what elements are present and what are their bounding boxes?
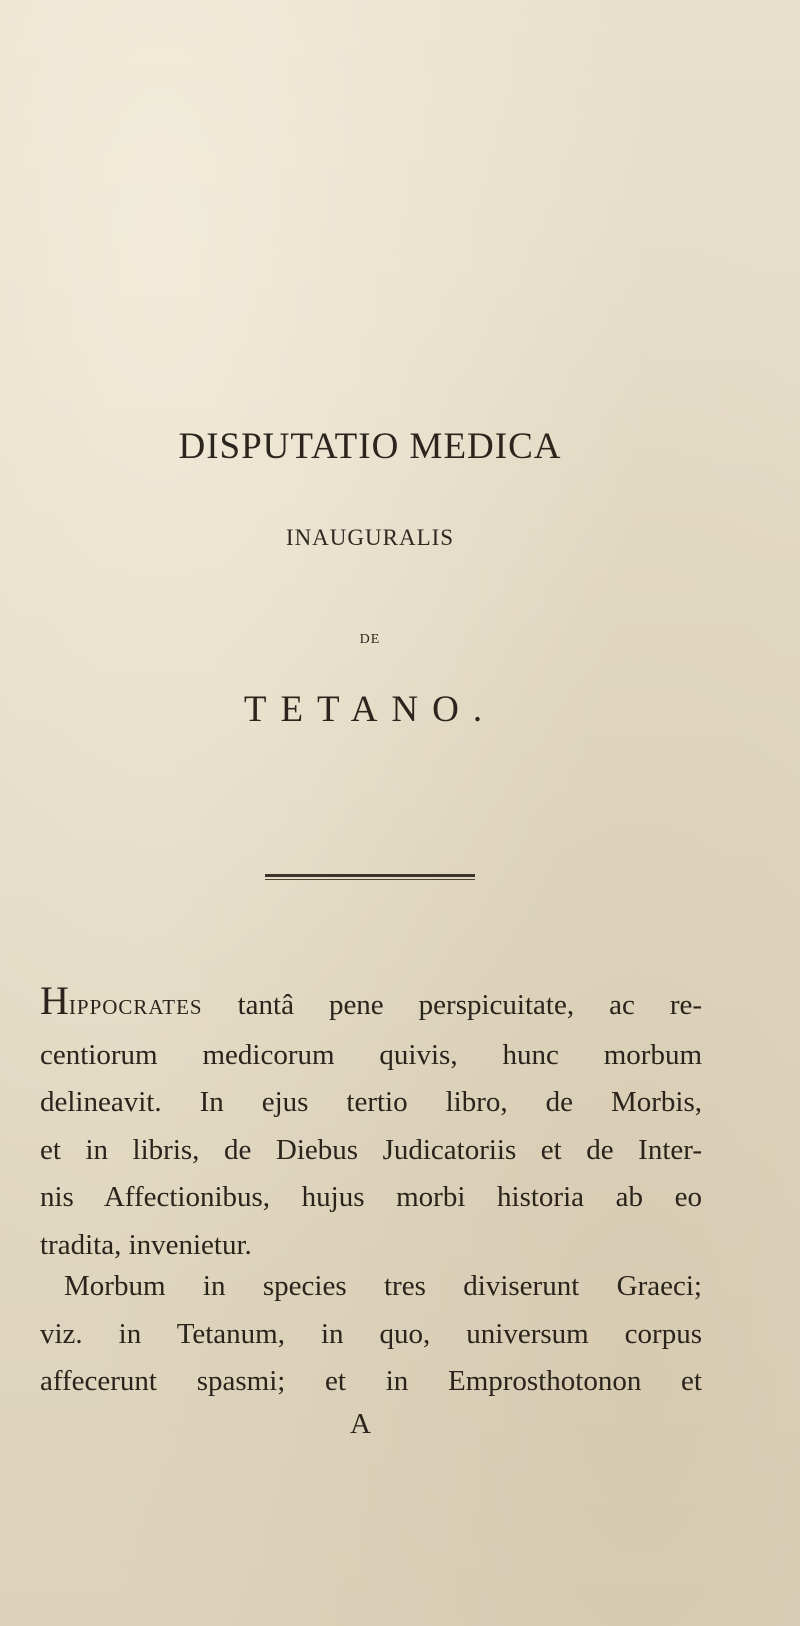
paragraph-line: viz. in Tetanum, in quo, universum corpus	[40, 1317, 702, 1350]
signature-mark: A	[350, 1408, 371, 1440]
title-inauguralis: INAUGURALIS	[285, 525, 455, 550]
paragraph-hippocrates	[40, 977, 702, 1269]
paragraph-line-text: tantâ pene perspicuitate, ac re-	[202, 989, 702, 1021]
paragraph-morbum	[40, 1263, 702, 1406]
drop-capital: H	[40, 978, 69, 1023]
title-de: DE	[359, 632, 381, 647]
paragraph-line: centiorum medicorum quivis, hunc morbum	[40, 1038, 702, 1071]
title-disputatio-medica: DISPUTATIO MEDICA	[178, 426, 562, 467]
paragraph-line	[40, 977, 702, 1032]
paragraph-line: affecerunt spasmi; et in Emprosthotonon et	[40, 1365, 702, 1397]
paragraph-line: et in libris, de Diebus Judicatoriis et de Inter-	[40, 1133, 702, 1166]
small-caps-name: IPPOCRATES	[68, 995, 203, 1019]
rule-thin-line	[265, 879, 475, 880]
title-tetano: TETANO.	[243, 689, 497, 730]
paragraph-line: nis Affectionibus, hujus morbi historia ab eo	[40, 1181, 702, 1213]
double-rule-divider	[265, 874, 475, 881]
paragraph-line: delineavit. In ejus tertio libro, de Morbis,	[40, 1086, 702, 1118]
paragraph-line: Morbum in species tres diviserunt Graeci;	[64, 1270, 702, 1302]
rule-thick-line	[265, 874, 475, 877]
paragraph-line: tradita, invenietur.	[40, 1228, 252, 1261]
